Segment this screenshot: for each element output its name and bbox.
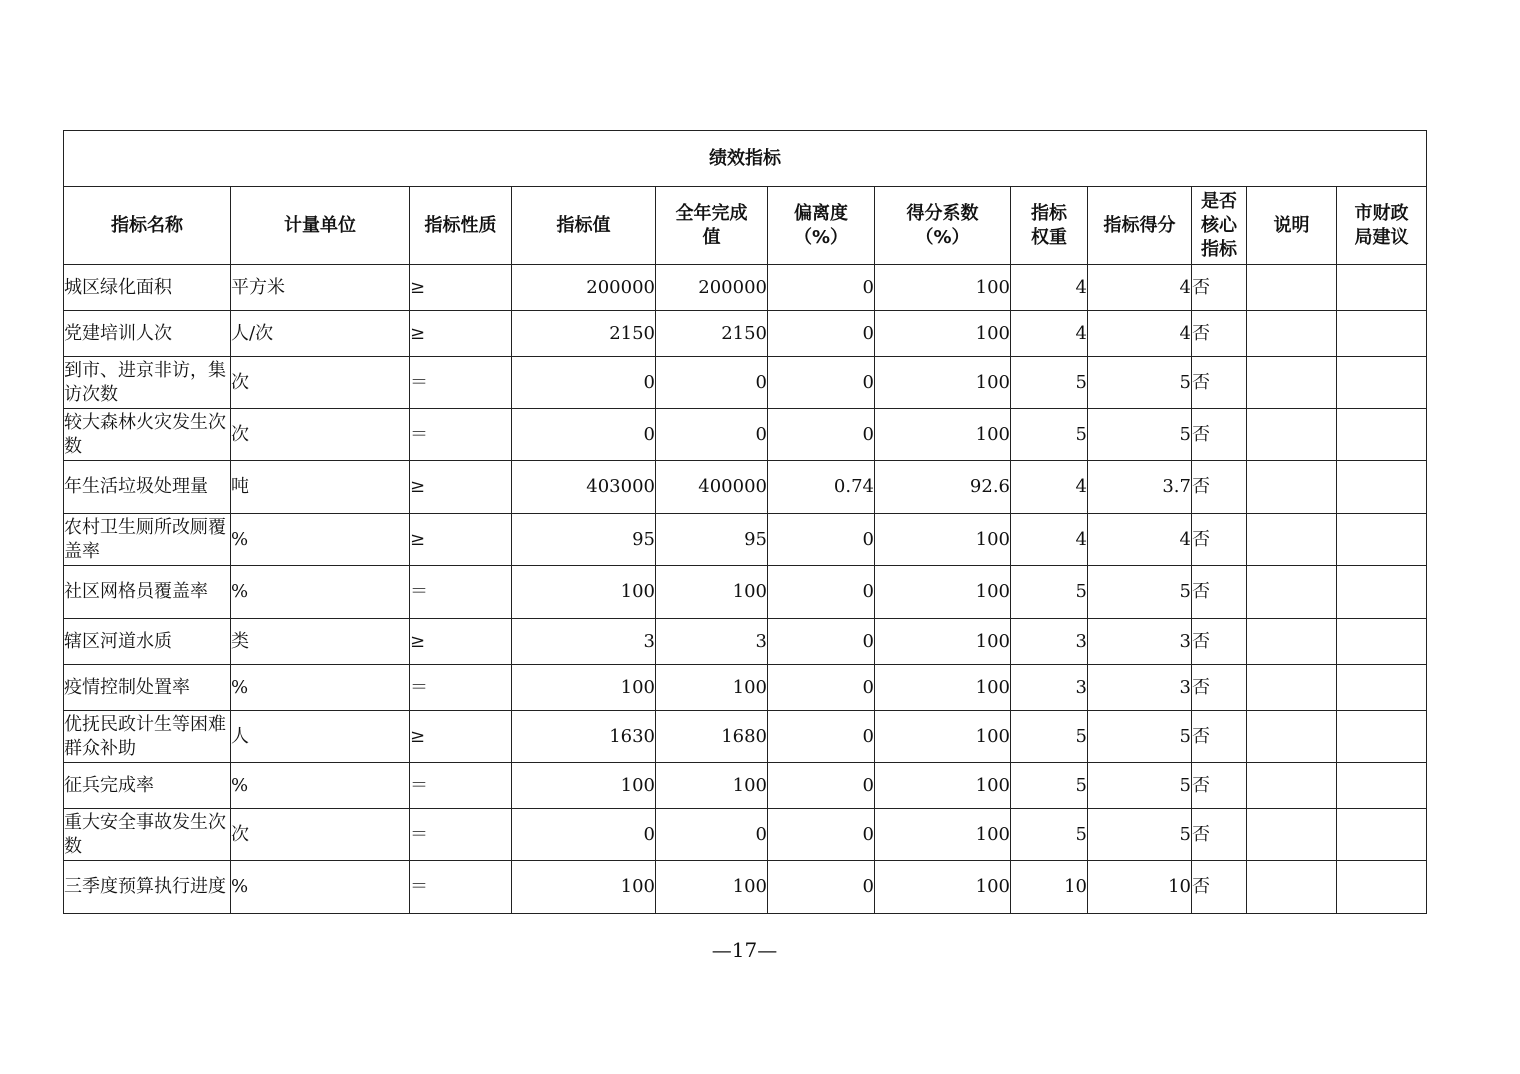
cell-core: 否: [1192, 461, 1247, 514]
table-title: 绩效指标: [64, 131, 1427, 187]
cell-suggestion: [1337, 809, 1427, 861]
cell-suggestion: [1337, 861, 1427, 914]
cell-suggestion: [1337, 357, 1427, 409]
cell-name: 党建培训人次: [64, 311, 231, 357]
cell-nature: ＝: [410, 665, 512, 711]
cell-score: 5: [1088, 711, 1192, 763]
cell-coefficient: 100: [875, 809, 1011, 861]
cell-unit: 次: [231, 809, 410, 861]
table-row: [64, 461, 1427, 514]
performance-indicator-table: [63, 130, 1427, 914]
cell-name: 社区网格员覆盖率: [64, 566, 231, 619]
cell-coefficient: 100: [875, 566, 1011, 619]
cell-score: 4: [1088, 514, 1192, 566]
table-row: [64, 665, 1427, 711]
cell-value: 0: [512, 357, 656, 409]
table-body: [64, 265, 1427, 914]
cell-value: 100: [512, 861, 656, 914]
cell-deviation: 0: [768, 514, 875, 566]
cell-nature: ≥: [410, 514, 512, 566]
cell-suggestion: [1337, 409, 1427, 461]
cell-coefficient: 100: [875, 665, 1011, 711]
cell-name: 征兵完成率: [64, 763, 231, 809]
cell-nature: ＝: [410, 861, 512, 914]
cell-name: 辖区河道水质: [64, 619, 231, 665]
cell-note: [1247, 311, 1337, 357]
table-row: [64, 809, 1427, 861]
cell-actual: 100: [656, 566, 768, 619]
cell-nature: ≥: [410, 619, 512, 665]
header-core: [1192, 187, 1247, 265]
cell-value: 100: [512, 763, 656, 809]
cell-coefficient: 100: [875, 711, 1011, 763]
header-score: 指标得分: [1088, 187, 1192, 265]
cell-score: 5: [1088, 566, 1192, 619]
cell-name: 三季度预算执行进度: [64, 861, 231, 914]
cell-actual: 100: [656, 861, 768, 914]
table-row: [64, 357, 1427, 409]
table-header-row: [64, 187, 1427, 265]
cell-unit: %: [231, 566, 410, 619]
cell-deviation: 0: [768, 357, 875, 409]
cell-unit: %: [231, 861, 410, 914]
cell-value: 403000: [512, 461, 656, 514]
cell-unit: 人: [231, 711, 410, 763]
cell-nature: ＝: [410, 357, 512, 409]
cell-deviation: 0: [768, 311, 875, 357]
cell-suggestion: [1337, 461, 1427, 514]
cell-deviation: 0: [768, 409, 875, 461]
cell-score: 4: [1088, 265, 1192, 311]
cell-score: 10: [1088, 861, 1192, 914]
cell-note: [1247, 809, 1337, 861]
cell-actual: 0: [656, 409, 768, 461]
header-suggestion-label: 市财政局建议: [1354, 202, 1409, 248]
cell-name: 优抚民政计生等困难群众补助: [64, 711, 231, 763]
table-row: [64, 711, 1427, 763]
cell-value: 95: [512, 514, 656, 566]
cell-name: 城区绿化面积: [64, 265, 231, 311]
cell-deviation: 0: [768, 763, 875, 809]
cell-note: [1247, 763, 1337, 809]
cell-name: 农村卫生厕所改厕覆盖率: [64, 514, 231, 566]
table-row: [64, 566, 1427, 619]
cell-unit: %: [231, 763, 410, 809]
cell-unit: %: [231, 665, 410, 711]
header-name: 指标名称: [64, 187, 231, 265]
header-coefficient: [875, 187, 1011, 265]
cell-actual: 2150: [656, 311, 768, 357]
cell-unit: 吨: [231, 461, 410, 514]
cell-value: 200000: [512, 265, 656, 311]
header-deviation-label: 偏离度（%）: [793, 202, 849, 248]
cell-core: 否: [1192, 665, 1247, 711]
cell-nature: ＝: [410, 566, 512, 619]
cell-actual: 200000: [656, 265, 768, 311]
cell-coefficient: 100: [875, 763, 1011, 809]
cell-deviation: 0: [768, 566, 875, 619]
cell-value: 0: [512, 809, 656, 861]
table-row: [64, 514, 1427, 566]
header-suggestion: [1337, 187, 1427, 265]
cell-value: 100: [512, 566, 656, 619]
cell-coefficient: 92.6: [875, 461, 1011, 514]
table-row: [64, 265, 1427, 311]
cell-nature: ≥: [410, 265, 512, 311]
cell-core: 否: [1192, 711, 1247, 763]
cell-nature: ≥: [410, 461, 512, 514]
table-row: [64, 311, 1427, 357]
header-nature: 指标性质: [410, 187, 512, 265]
cell-nature: ＝: [410, 409, 512, 461]
cell-score: 5: [1088, 809, 1192, 861]
cell-deviation: 0: [768, 265, 875, 311]
cell-deviation: 0: [768, 619, 875, 665]
cell-actual: 1680: [656, 711, 768, 763]
cell-score: 5: [1088, 357, 1192, 409]
cell-coefficient: 100: [875, 514, 1011, 566]
cell-unit: 平方米: [231, 265, 410, 311]
cell-suggestion: [1337, 311, 1427, 357]
cell-suggestion: [1337, 514, 1427, 566]
cell-weight: 10: [1011, 861, 1088, 914]
cell-value: 1630: [512, 711, 656, 763]
cell-weight: 4: [1011, 461, 1088, 514]
cell-coefficient: 100: [875, 311, 1011, 357]
header-deviation: [768, 187, 875, 265]
cell-suggestion: [1337, 566, 1427, 619]
cell-unit: 次: [231, 409, 410, 461]
cell-score: 4: [1088, 311, 1192, 357]
cell-coefficient: 100: [875, 357, 1011, 409]
header-note: 说明: [1247, 187, 1337, 265]
cell-unit: %: [231, 514, 410, 566]
table-row: [64, 861, 1427, 914]
cell-actual: 400000: [656, 461, 768, 514]
cell-name: 疫情控制处置率: [64, 665, 231, 711]
cell-value: 3: [512, 619, 656, 665]
cell-unit: 人/次: [231, 311, 410, 357]
cell-note: [1247, 265, 1337, 311]
cell-suggestion: [1337, 711, 1427, 763]
table-row: [64, 619, 1427, 665]
header-weight: [1011, 187, 1088, 265]
cell-score: 3: [1088, 665, 1192, 711]
cell-deviation: 0.74: [768, 461, 875, 514]
cell-value: 100: [512, 665, 656, 711]
cell-score: 5: [1088, 409, 1192, 461]
cell-name: 较大森林火灾发生次数: [64, 409, 231, 461]
header-value: 指标值: [512, 187, 656, 265]
cell-actual: 0: [656, 357, 768, 409]
header-unit: 计量单位: [231, 187, 410, 265]
cell-value: 2150: [512, 311, 656, 357]
header-weight-label: 指标权重: [1031, 202, 1067, 248]
cell-weight: 5: [1011, 711, 1088, 763]
cell-unit: 次: [231, 357, 410, 409]
cell-core: 否: [1192, 265, 1247, 311]
cell-name: 重大安全事故发生次数: [64, 809, 231, 861]
cell-unit: 类: [231, 619, 410, 665]
cell-actual: 3: [656, 619, 768, 665]
cell-deviation: 0: [768, 809, 875, 861]
cell-note: [1247, 665, 1337, 711]
cell-weight: 5: [1011, 357, 1088, 409]
cell-note: [1247, 861, 1337, 914]
cell-coefficient: 100: [875, 409, 1011, 461]
cell-suggestion: [1337, 763, 1427, 809]
cell-core: 否: [1192, 566, 1247, 619]
cell-name: 年生活垃圾处理量: [64, 461, 231, 514]
cell-actual: 100: [656, 665, 768, 711]
cell-suggestion: [1337, 265, 1427, 311]
cell-actual: 0: [656, 809, 768, 861]
cell-nature: ≥: [410, 311, 512, 357]
cell-weight: 5: [1011, 566, 1088, 619]
cell-note: [1247, 357, 1337, 409]
cell-value: 0: [512, 409, 656, 461]
cell-core: 否: [1192, 619, 1247, 665]
cell-weight: 3: [1011, 619, 1088, 665]
cell-coefficient: 100: [875, 861, 1011, 914]
cell-weight: 5: [1011, 763, 1088, 809]
cell-deviation: 0: [768, 711, 875, 763]
header-actual: [656, 187, 768, 265]
cell-nature: ＝: [410, 809, 512, 861]
cell-deviation: 0: [768, 861, 875, 914]
cell-coefficient: 100: [875, 265, 1011, 311]
cell-deviation: 0: [768, 665, 875, 711]
page-number: —17—: [711, 938, 778, 962]
cell-core: 否: [1192, 357, 1247, 409]
cell-note: [1247, 711, 1337, 763]
cell-weight: 5: [1011, 809, 1088, 861]
cell-note: [1247, 409, 1337, 461]
cell-note: [1247, 566, 1337, 619]
cell-note: [1247, 514, 1337, 566]
header-actual-label: 全年完成值: [675, 202, 748, 248]
cell-suggestion: [1337, 665, 1427, 711]
table-row: [64, 763, 1427, 809]
header-coefficient-label: 得分系数（%）: [906, 202, 979, 248]
cell-nature: ＝: [410, 763, 512, 809]
cell-score: 5: [1088, 763, 1192, 809]
cell-core: 否: [1192, 809, 1247, 861]
table-row: [64, 409, 1427, 461]
cell-weight: 3: [1011, 665, 1088, 711]
cell-note: [1247, 461, 1337, 514]
header-core-label: 是否核心指标: [1201, 190, 1237, 260]
cell-core: 否: [1192, 763, 1247, 809]
cell-core: 否: [1192, 311, 1247, 357]
cell-actual: 100: [656, 763, 768, 809]
cell-nature: ≥: [410, 711, 512, 763]
cell-core: 否: [1192, 514, 1247, 566]
cell-actual: 95: [656, 514, 768, 566]
cell-coefficient: 100: [875, 619, 1011, 665]
cell-name: 到市、进京非访，集访次数: [64, 357, 231, 409]
cell-core: 否: [1192, 861, 1247, 914]
cell-weight: 5: [1011, 409, 1088, 461]
cell-score: 3: [1088, 619, 1192, 665]
cell-weight: 4: [1011, 311, 1088, 357]
cell-weight: 4: [1011, 514, 1088, 566]
cell-note: [1247, 619, 1337, 665]
cell-score: 3.7: [1088, 461, 1192, 514]
cell-weight: 4: [1011, 265, 1088, 311]
cell-core: 否: [1192, 409, 1247, 461]
cell-suggestion: [1337, 619, 1427, 665]
